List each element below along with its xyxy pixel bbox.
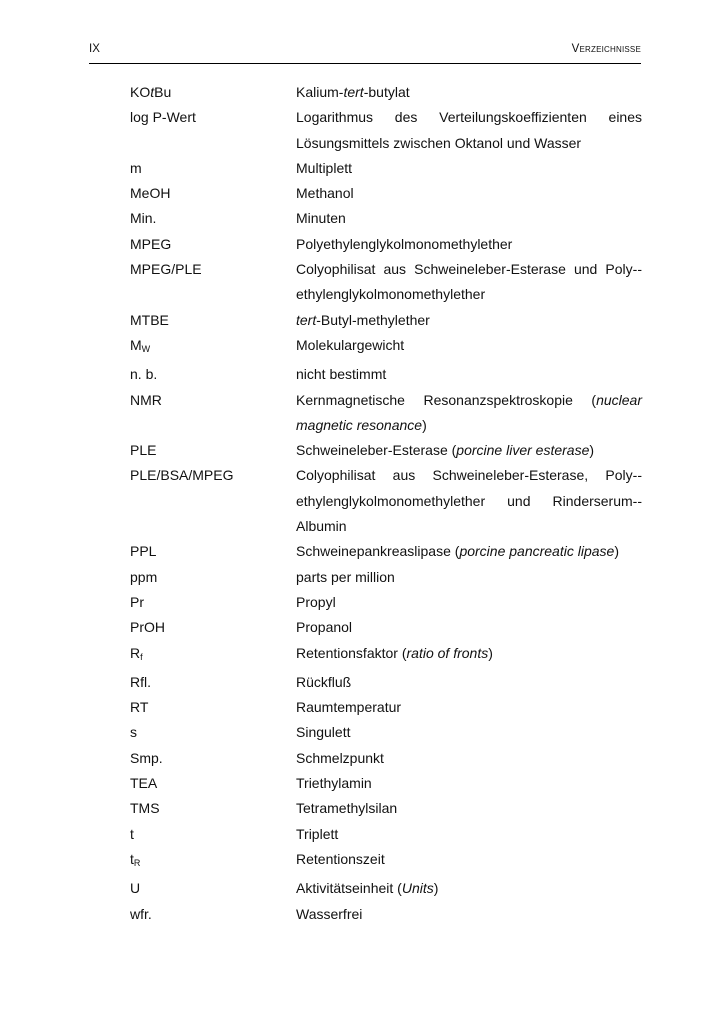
abbreviation-entry [130,822,642,847]
abbreviation-definition: Tetramethylsilan [296,800,398,817]
section-title: Verzeichnisse [571,43,641,55]
abbreviation-definition: Methanol [296,185,354,202]
abbreviation-term: TMS [130,800,160,817]
abbreviation-entry [130,181,642,206]
abbreviation-term: NMR [130,391,162,408]
abbreviation-list [130,80,642,927]
abbreviation-term: n. b. [130,366,158,383]
abbreviation-definition: Raumtemperatur [296,699,402,716]
abbreviation-entry [130,388,642,439]
abbreviation-definition: Schmelzpunkt [296,749,384,766]
abbreviation-entry [130,670,642,695]
abbreviation-definition: tert-Butyl-methylether [296,311,430,328]
abbreviation-term: $R_f$ [130,644,143,662]
header-rule [89,63,641,64]
abbreviation-term: RT [130,699,149,716]
abbreviation-entry [130,771,642,796]
abbreviation-definition: Propyl [296,593,336,610]
page-number: IX [89,43,100,55]
abbreviation-definition: Schweinepankreaslipase (porcine pancreatic lipase) [296,543,619,560]
abbreviation-term: Rfl. [130,673,151,690]
abbreviation-term: KOtBu [130,84,172,100]
abbreviation-definition: Kalium-tert-butylat [296,84,410,100]
abbreviation-entry [130,308,642,333]
abbreviation-entry [130,615,642,640]
abbreviation-term: MTBE [130,311,169,328]
abbreviation-entry [130,438,642,463]
abbreviation-definition: Colyophilisat aus Schweineleber-Esterase und Poly-ethylenglykolmonomethylether [296,261,642,303]
abbreviation-definition: Aktivitätseinheit (Units) [296,880,439,897]
abbreviation-entry [130,232,642,257]
abbreviation-term: wfr. [130,905,152,922]
abbreviation-term: MPEG [130,235,172,252]
abbreviation-term: PPL [130,543,157,560]
abbreviation-definition: Polyethylenglykolmonomethylether [296,235,513,252]
abbreviation-definition: Triethylamin [296,775,372,792]
abbreviation-definition: Retentionszeit [296,850,385,867]
abbreviation-entry [130,362,642,387]
page-header [89,43,641,61]
abbreviation-term: log P-Wert [130,109,196,126]
abbreviation-entry [130,333,642,362]
abbreviation-term: Smp. [130,749,163,766]
abbreviation-term: MeOH [130,185,171,202]
abbreviation-entry [130,876,642,901]
abbreviation-entry [130,902,642,927]
abbreviation-definition: Logarithmus des Verteilungskoeffizienten eines Lösungsmittels zwischen Oktanol und Wasser [296,109,642,151]
abbreviation-entry [130,156,642,181]
abbreviation-term: t [130,825,134,842]
abbreviation-entry [130,539,642,564]
abbreviation-definition: parts per million [296,568,395,585]
abbreviation-definition: Molekulargewicht [296,336,405,353]
abbreviation-term: Pr [130,593,144,610]
abbreviation-term: MPEG/PLE [130,261,202,278]
abbreviation-term: TEA [130,775,158,792]
abbreviation-entry [130,720,642,745]
abbreviation-entry [130,206,642,231]
abbreviation-definition: Propanol [296,619,353,636]
abbreviation-definition: Retentionsfaktor (ratio of fronts) [296,644,493,661]
abbreviation-definition: Minuten [296,210,346,227]
abbreviation-definition: Triplett [296,825,339,842]
abbreviation-definition: Wasserfrei [296,905,363,922]
abbreviation-entry [130,80,642,105]
abbreviation-entry [130,565,642,590]
abbreviation-definition: Singulett [296,724,351,741]
abbreviation-entry [130,796,642,821]
abbreviation-entry [130,590,642,615]
abbreviation-term: $M_W$ [130,336,151,354]
abbreviation-term: PrOH [130,619,165,636]
abbreviation-definition: Colyophilisat aus Schweineleber-Esterase, Poly-ethylenglykolmonomethylether und Rinderserum-Albumin [296,467,642,535]
abbreviation-term: PLE/BSA/MPEG [130,467,234,484]
abbreviation-term: U [130,880,141,897]
abbreviation-definition: Multiplett [296,159,353,176]
abbreviation-entry [130,746,642,771]
abbreviation-term: s [130,724,137,741]
abbreviation-entry [130,847,642,876]
abbreviation-entry [130,105,642,156]
abbreviation-entry [130,695,642,720]
abbreviation-entry [130,257,642,308]
abbreviation-definition: nicht bestimmt [296,366,387,383]
abbreviation-entry [130,641,642,670]
abbreviation-term: $t_R$ [130,850,141,868]
abbreviation-definition: Kernmagnetische Resonanzspektroskopie (nuclear magnetic resonance) [296,391,642,433]
abbreviation-term: PLE [130,442,157,459]
abbreviation-definition: Schweineleber-Esterase (porcine liver esterase) [296,442,595,459]
abbreviation-term: ppm [130,568,158,585]
abbreviation-entry [130,463,642,539]
abbreviation-term: Min. [130,210,157,227]
abbreviation-definition: Rückfluß [296,673,352,690]
abbreviation-term: m [130,159,142,176]
